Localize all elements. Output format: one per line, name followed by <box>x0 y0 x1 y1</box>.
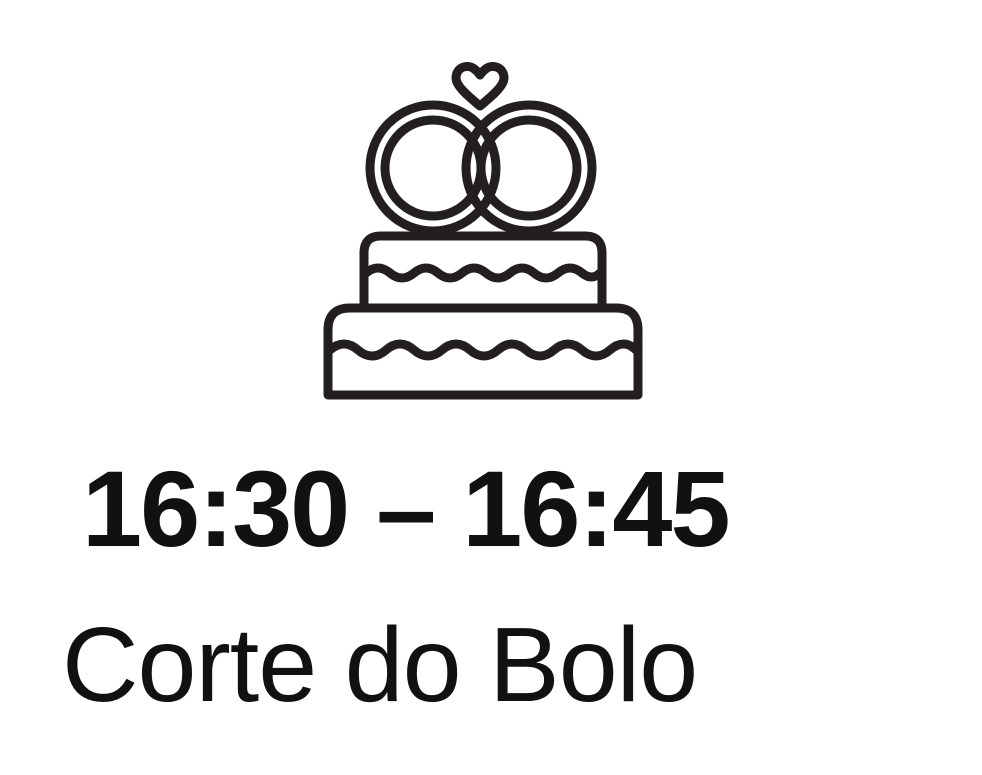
heart-icon <box>456 66 504 106</box>
wedding-cake-svg <box>318 58 648 408</box>
time-range: 16:30 – 16:45 <box>82 448 729 569</box>
event-title: Corte do Bolo <box>62 606 698 724</box>
wedding-cake-rings-icon <box>318 58 648 408</box>
